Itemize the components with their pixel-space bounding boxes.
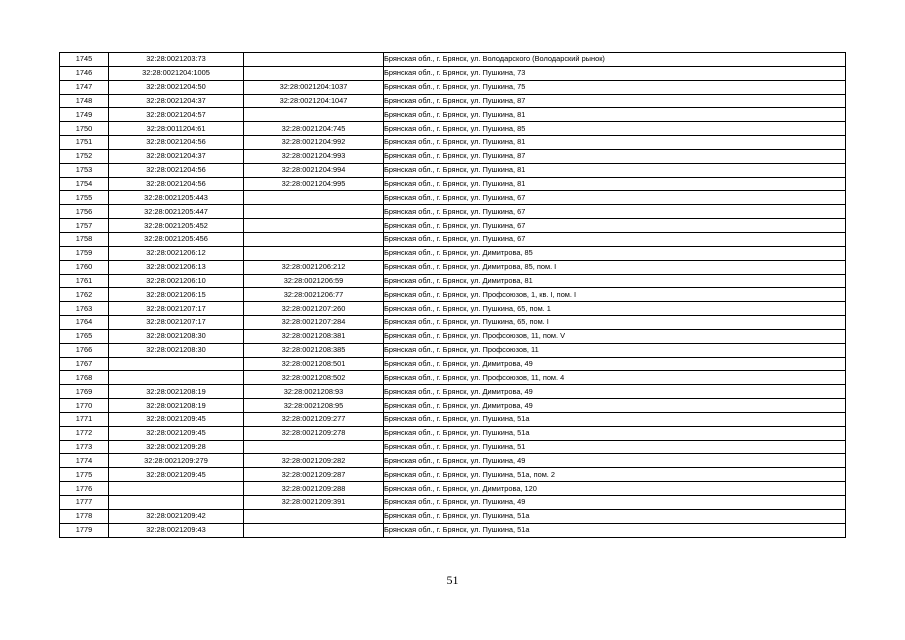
table-row xyxy=(60,357,846,371)
object-cadastral-number-cell xyxy=(244,191,384,205)
address-cell: Брянская обл., г. Брянск, ул. Пушкина, 87 xyxy=(384,149,846,163)
row-number-cell: 1763 xyxy=(60,302,109,316)
address-cell: Брянская обл., г. Брянск, ул. Профсоюзов, 11 xyxy=(384,343,846,357)
row-number-cell: 1764 xyxy=(60,316,109,330)
row-number-cell: 1757 xyxy=(60,219,109,233)
table-row xyxy=(60,94,846,108)
cadastral-number-cell: 32:28:0021204:56 xyxy=(109,163,244,177)
address-cell: Брянская обл., г. Брянск, ул. Володарского (Володарский рынок) xyxy=(384,53,846,67)
cadastral-number-cell xyxy=(109,482,244,496)
object-cadastral-number-cell: 32:28:0021209:288 xyxy=(244,482,384,496)
address-cell: Брянская обл., г. Брянск, ул. Димитрова, 49 xyxy=(384,357,846,371)
address-cell: Брянская обл., г. Брянск, ул. Пушкина, 51а xyxy=(384,412,846,426)
cadastral-number-cell xyxy=(109,357,244,371)
object-cadastral-number-cell: 32:28:0021209:278 xyxy=(244,426,384,440)
cadastral-number-cell: 32:28:0021206:12 xyxy=(109,246,244,260)
cadastral-number-cell: 32:28:0021208:19 xyxy=(109,385,244,399)
registry-table xyxy=(59,52,846,538)
row-number-cell: 1766 xyxy=(60,343,109,357)
table-row xyxy=(60,246,846,260)
table-row xyxy=(60,329,846,343)
object-cadastral-number-cell: 32:28:0021208:502 xyxy=(244,371,384,385)
row-number-cell: 1779 xyxy=(60,523,109,537)
table-row xyxy=(60,80,846,94)
row-number-cell: 1778 xyxy=(60,509,109,523)
cadastral-number-cell: 32:28:0021206:13 xyxy=(109,260,244,274)
address-cell: Брянская обл., г. Брянск, ул. Пушкина, 67 xyxy=(384,219,846,233)
object-cadastral-number-cell: 32:28:0021207:260 xyxy=(244,302,384,316)
table-row xyxy=(60,260,846,274)
address-cell: Брянская обл., г. Брянск, ул. Профсоюзов, 1, кв. I, пом. I xyxy=(384,288,846,302)
table-row xyxy=(60,191,846,205)
object-cadastral-number-cell: 32:28:0021204:994 xyxy=(244,163,384,177)
address-cell: Брянская обл., г. Брянск, ул. Пушкина, 73 xyxy=(384,66,846,80)
address-cell: Брянская обл., г. Брянск, ул. Пушкина, 51а xyxy=(384,523,846,537)
address-cell: Брянская обл., г. Брянск, ул. Пушкина, 75 xyxy=(384,80,846,94)
object-cadastral-number-cell: 32:28:0021204:995 xyxy=(244,177,384,191)
address-cell: Брянская обл., г. Брянск, ул. Пушкина, 87 xyxy=(384,94,846,108)
cadastral-number-cell: 32:28:0021205:447 xyxy=(109,205,244,219)
object-cadastral-number-cell xyxy=(244,219,384,233)
object-cadastral-number-cell xyxy=(244,246,384,260)
table-row xyxy=(60,163,846,177)
row-number-cell: 1745 xyxy=(60,53,109,67)
row-number-cell: 1771 xyxy=(60,412,109,426)
row-number-cell: 1755 xyxy=(60,191,109,205)
address-cell: Брянская обл., г. Брянск, ул. Пушкина, 51а xyxy=(384,426,846,440)
table-row xyxy=(60,412,846,426)
address-cell: Брянская обл., г. Брянск, ул. Пушкина, 49 xyxy=(384,454,846,468)
table-row xyxy=(60,122,846,136)
address-cell: Брянская обл., г. Брянск, ул. Пушкина, 81 xyxy=(384,136,846,150)
cadastral-number-cell: 32:28:0021209:45 xyxy=(109,412,244,426)
row-number-cell: 1777 xyxy=(60,496,109,510)
cadastral-number-cell: 32:28:0021204:56 xyxy=(109,136,244,150)
row-number-cell: 1773 xyxy=(60,440,109,454)
cadastral-number-cell: 32:28:0021208:19 xyxy=(109,399,244,413)
object-cadastral-number-cell: 32:28:0021206:59 xyxy=(244,274,384,288)
cadastral-number-cell: 32:28:0021209:45 xyxy=(109,468,244,482)
address-cell: Брянская обл., г. Брянск, ул. Профсоюзов, 11, пом. 4 xyxy=(384,371,846,385)
address-cell: Брянская обл., г. Брянск, ул. Димитрова, 120 xyxy=(384,482,846,496)
object-cadastral-number-cell: 32:28:0021204:1047 xyxy=(244,94,384,108)
object-cadastral-number-cell xyxy=(244,509,384,523)
row-number-cell: 1758 xyxy=(60,232,109,246)
table-row xyxy=(60,177,846,191)
object-cadastral-number-cell: 32:28:0021209:287 xyxy=(244,468,384,482)
cadastral-number-cell xyxy=(109,371,244,385)
table-row xyxy=(60,53,846,67)
table-row xyxy=(60,496,846,510)
cadastral-number-cell: 32:28:0021205:452 xyxy=(109,219,244,233)
cadastral-number-cell: 32:28:0021204:56 xyxy=(109,177,244,191)
object-cadastral-number-cell: 32:28:0021204:745 xyxy=(244,122,384,136)
row-number-cell: 1748 xyxy=(60,94,109,108)
row-number-cell: 1754 xyxy=(60,177,109,191)
table-row xyxy=(60,482,846,496)
table-row xyxy=(60,371,846,385)
cadastral-number-cell: 32:28:0021205:456 xyxy=(109,232,244,246)
table-row xyxy=(60,108,846,122)
cadastral-number-cell: 32:28:0021209:43 xyxy=(109,523,244,537)
table-row xyxy=(60,136,846,150)
object-cadastral-number-cell: 32:28:0021206:212 xyxy=(244,260,384,274)
page-number: 51 xyxy=(446,573,459,587)
object-cadastral-number-cell: 32:28:0021209:391 xyxy=(244,496,384,510)
object-cadastral-number-cell xyxy=(244,523,384,537)
object-cadastral-number-cell xyxy=(244,205,384,219)
address-cell: Брянская обл., г. Брянск, ул. Пушкина, 67 xyxy=(384,205,846,219)
row-number-cell: 1756 xyxy=(60,205,109,219)
cadastral-number-cell: 32:28:0021206:15 xyxy=(109,288,244,302)
object-cadastral-number-cell: 32:28:0021208:381 xyxy=(244,329,384,343)
address-cell: Брянская обл., г. Брянск, ул. Димитрова, 85 xyxy=(384,246,846,260)
table-row xyxy=(60,302,846,316)
object-cadastral-number-cell: 32:28:0021204:992 xyxy=(244,136,384,150)
row-number-cell: 1775 xyxy=(60,468,109,482)
table-row xyxy=(60,468,846,482)
row-number-cell: 1747 xyxy=(60,80,109,94)
object-cadastral-number-cell: 32:28:0021204:993 xyxy=(244,149,384,163)
address-cell: Брянская обл., г. Брянск, ул. Пушкина, 51а, пом. 2 xyxy=(384,468,846,482)
table-row xyxy=(60,219,846,233)
address-cell: Брянская обл., г. Брянск, ул. Пушкина, 85 xyxy=(384,122,846,136)
object-cadastral-number-cell xyxy=(244,66,384,80)
object-cadastral-number-cell: 32:28:0021207:284 xyxy=(244,316,384,330)
row-number-cell: 1746 xyxy=(60,66,109,80)
cadastral-number-cell: 32:28:0011204:61 xyxy=(109,122,244,136)
row-number-cell: 1770 xyxy=(60,399,109,413)
cadastral-number-cell: 32:28:0021209:279 xyxy=(109,454,244,468)
address-cell: Брянская обл., г. Брянск, ул. Димитрова, 81 xyxy=(384,274,846,288)
table-row xyxy=(60,509,846,523)
row-number-cell: 1765 xyxy=(60,329,109,343)
cadastral-number-cell: 32:28:0021206:10 xyxy=(109,274,244,288)
table-row xyxy=(60,232,846,246)
registry-sheet xyxy=(59,52,846,538)
address-cell: Брянская обл., г. Брянск, ул. Димитрова, 85, пом. I xyxy=(384,260,846,274)
address-cell: Брянская обл., г. Брянск, ул. Пушкина, 81 xyxy=(384,177,846,191)
address-cell: Брянская обл., г. Брянск, ул. Пушкина, 81 xyxy=(384,108,846,122)
row-number-cell: 1753 xyxy=(60,163,109,177)
table-row xyxy=(60,454,846,468)
row-number-cell: 1762 xyxy=(60,288,109,302)
address-cell: Брянская обл., г. Брянск, ул. Пушкина, 65, пом. I xyxy=(384,316,846,330)
cadastral-number-cell: 32:28:0021207:17 xyxy=(109,302,244,316)
cadastral-number-cell: 32:28:0021207:17 xyxy=(109,316,244,330)
row-number-cell: 1751 xyxy=(60,136,109,150)
row-number-cell: 1769 xyxy=(60,385,109,399)
object-cadastral-number-cell xyxy=(244,108,384,122)
address-cell: Брянская обл., г. Брянск, ул. Пушкина, 67 xyxy=(384,191,846,205)
cadastral-number-cell: 32:28:0021204:37 xyxy=(109,149,244,163)
address-cell: Брянская обл., г. Брянск, ул. Пушкина, 67 xyxy=(384,232,846,246)
row-number-cell: 1774 xyxy=(60,454,109,468)
object-cadastral-number-cell: 32:28:0021208:95 xyxy=(244,399,384,413)
table-row xyxy=(60,343,846,357)
cadastral-number-cell xyxy=(109,496,244,510)
address-cell: Брянская обл., г. Брянск, ул. Пушкина, 51а xyxy=(384,509,846,523)
table-row xyxy=(60,426,846,440)
cadastral-number-cell: 32:28:0021204:1005 xyxy=(109,66,244,80)
object-cadastral-number-cell xyxy=(244,232,384,246)
table-row xyxy=(60,316,846,330)
row-number-cell: 1776 xyxy=(60,482,109,496)
row-number-cell: 1760 xyxy=(60,260,109,274)
cadastral-number-cell: 32:28:0021208:30 xyxy=(109,329,244,343)
cadastral-number-cell: 32:28:0021204:37 xyxy=(109,94,244,108)
address-cell: Брянская обл., г. Брянск, ул. Димитрова, 49 xyxy=(384,385,846,399)
object-cadastral-number-cell xyxy=(244,53,384,67)
object-cadastral-number-cell: 32:28:0021209:282 xyxy=(244,454,384,468)
object-cadastral-number-cell: 32:28:0021206:77 xyxy=(244,288,384,302)
cadastral-number-cell: 32:28:0021204:50 xyxy=(109,80,244,94)
row-number-cell: 1768 xyxy=(60,371,109,385)
cadastral-number-cell: 32:28:0021208:30 xyxy=(109,343,244,357)
object-cadastral-number-cell xyxy=(244,440,384,454)
cadastral-number-cell: 32:28:0021209:45 xyxy=(109,426,244,440)
object-cadastral-number-cell: 32:28:0021208:93 xyxy=(244,385,384,399)
table-row xyxy=(60,440,846,454)
table-row xyxy=(60,149,846,163)
cadastral-number-cell: 32:28:0021209:28 xyxy=(109,440,244,454)
object-cadastral-number-cell: 32:28:0021208:385 xyxy=(244,343,384,357)
address-cell: Брянская обл., г. Брянск, ул. Пушкина, 49 xyxy=(384,496,846,510)
address-cell: Брянская обл., г. Брянск, ул. Профсоюзов, 11, пом. V xyxy=(384,329,846,343)
address-cell: Брянская обл., г. Брянск, ул. Димитрова, 49 xyxy=(384,399,846,413)
object-cadastral-number-cell: 32:28:0021209:277 xyxy=(244,412,384,426)
registry-table-body xyxy=(60,53,846,538)
row-number-cell: 1761 xyxy=(60,274,109,288)
cadastral-number-cell: 32:28:0021205:443 xyxy=(109,191,244,205)
row-number-cell: 1759 xyxy=(60,246,109,260)
row-number-cell: 1767 xyxy=(60,357,109,371)
row-number-cell: 1750 xyxy=(60,122,109,136)
object-cadastral-number-cell: 32:28:0021204:1037 xyxy=(244,80,384,94)
table-row xyxy=(60,66,846,80)
address-cell: Брянская обл., г. Брянск, ул. Пушкина, 51 xyxy=(384,440,846,454)
row-number-cell: 1749 xyxy=(60,108,109,122)
cadastral-number-cell: 32:28:0021209:42 xyxy=(109,509,244,523)
address-cell: Брянская обл., г. Брянск, ул. Пушкина, 81 xyxy=(384,163,846,177)
table-row xyxy=(60,274,846,288)
table-row xyxy=(60,523,846,537)
table-row xyxy=(60,399,846,413)
address-cell: Брянская обл., г. Брянск, ул. Пушкина, 65, пом. 1 xyxy=(384,302,846,316)
cadastral-number-cell: 32:28:0021203:73 xyxy=(109,53,244,67)
row-number-cell: 1752 xyxy=(60,149,109,163)
table-row xyxy=(60,288,846,302)
row-number-cell: 1772 xyxy=(60,426,109,440)
cadastral-number-cell: 32:28:0021204:57 xyxy=(109,108,244,122)
object-cadastral-number-cell: 32:28:0021208:501 xyxy=(244,357,384,371)
table-row xyxy=(60,385,846,399)
table-row xyxy=(60,205,846,219)
